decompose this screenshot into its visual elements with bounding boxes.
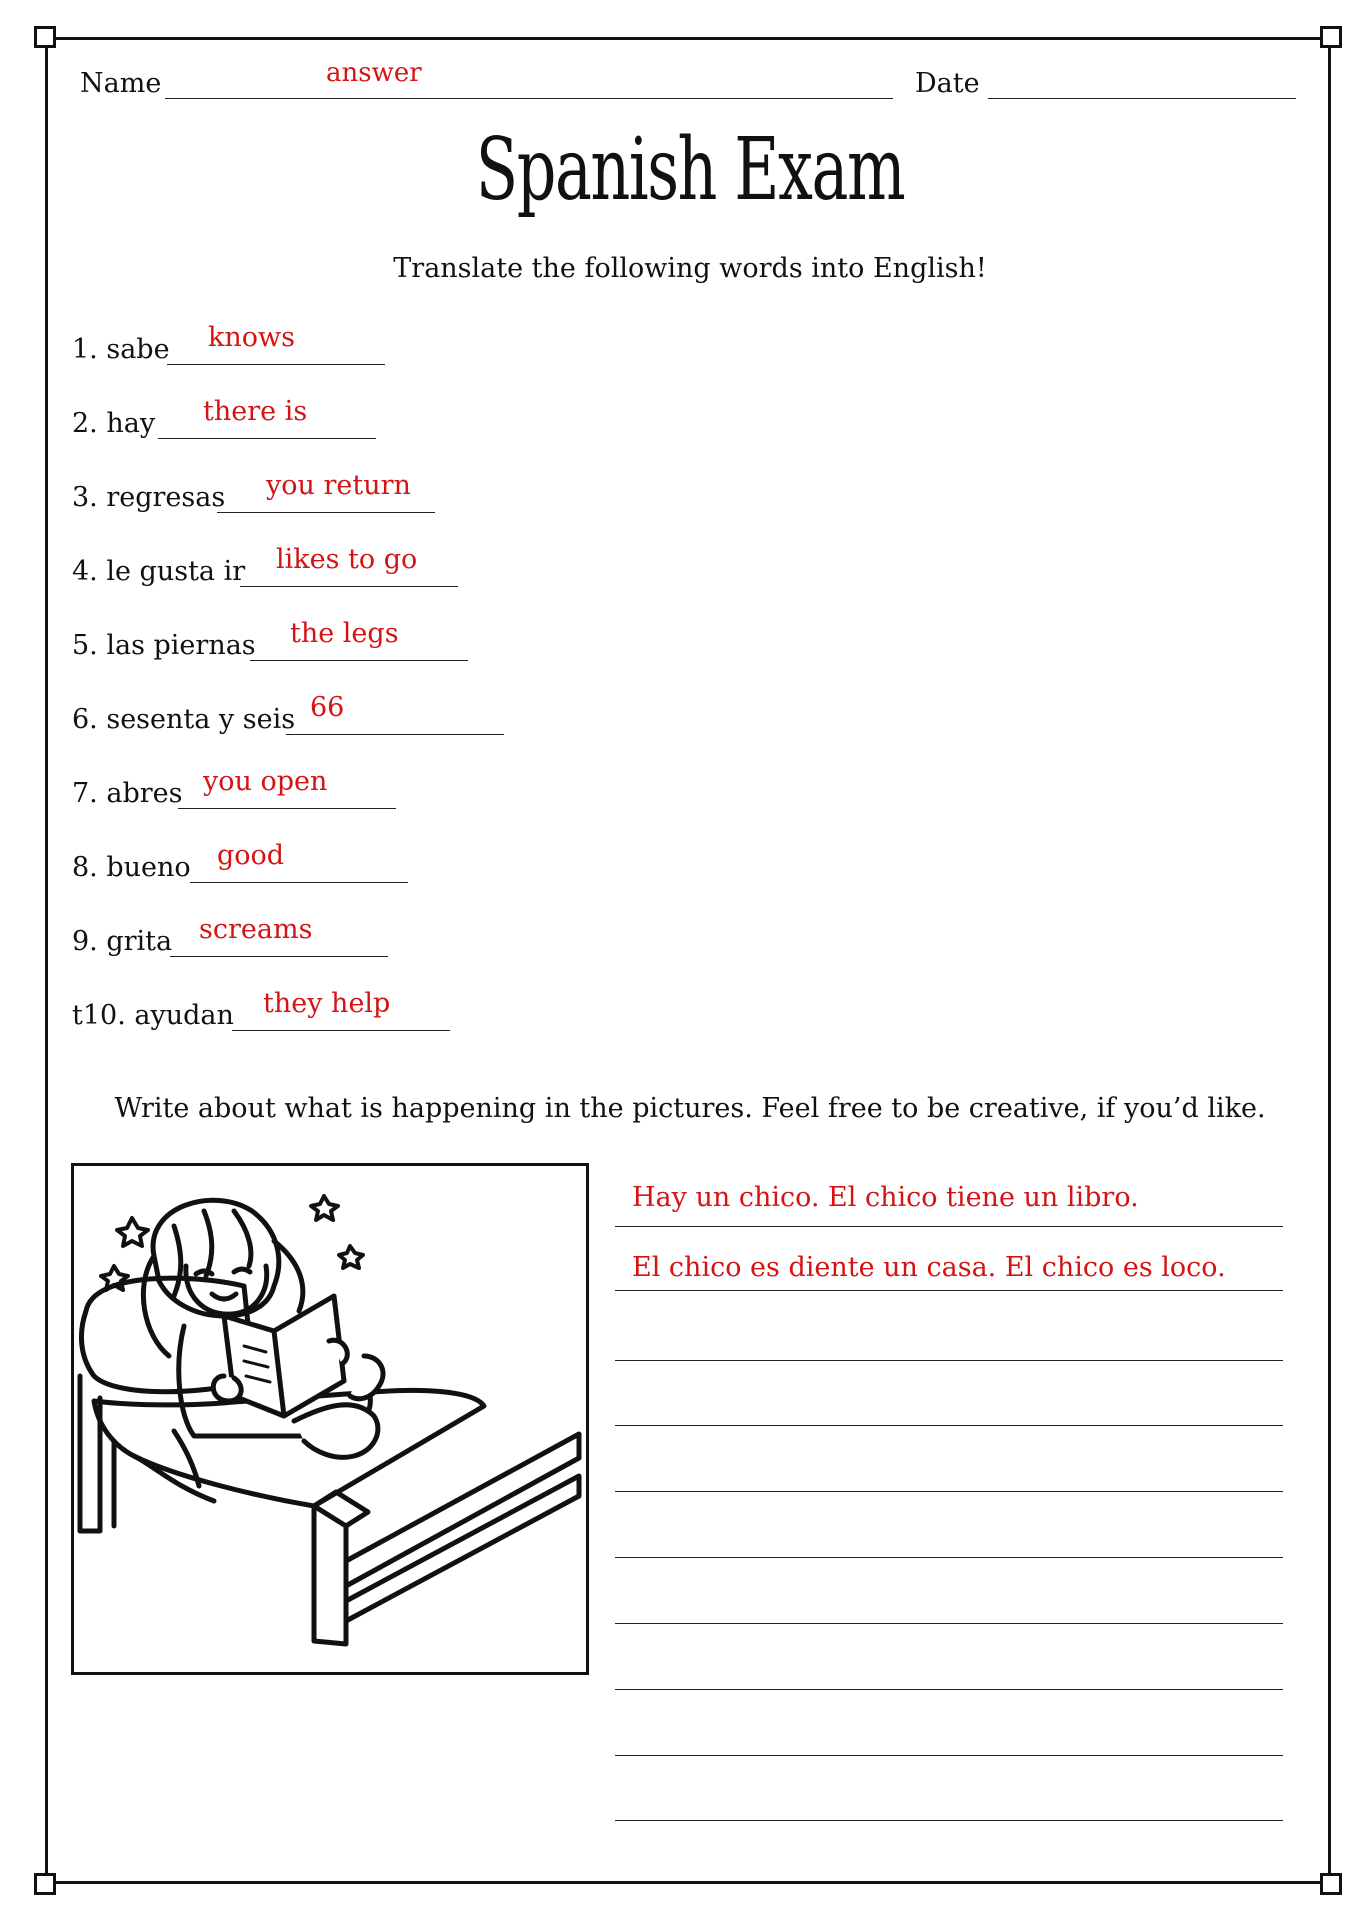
item-prompt: 5. las piernas — [72, 630, 256, 661]
item-prompt: 7. abres — [72, 778, 183, 809]
corner-square — [1320, 1873, 1342, 1895]
answer-line[interactable] — [170, 956, 388, 957]
picture-frame — [71, 1163, 589, 1675]
date-field[interactable] — [988, 98, 1296, 99]
answer-line[interactable] — [178, 808, 396, 809]
answer-line[interactable] — [217, 512, 435, 513]
item-prompt: 2. hay — [72, 408, 156, 439]
item-prompt: 9. grita — [72, 926, 173, 957]
item-prompt: 4. le gusta ir — [72, 556, 246, 587]
writing-line[interactable] — [615, 1557, 1283, 1558]
item-answer: there is — [203, 396, 308, 427]
girl-reading-in-bed-illustration — [74, 1166, 586, 1672]
writing-line[interactable] — [615, 1689, 1283, 1690]
answer-line[interactable] — [250, 660, 468, 661]
answer-line[interactable] — [190, 882, 408, 883]
writing-line[interactable] — [615, 1226, 1283, 1227]
writing-answer: Hay un chico. El chico tiene un libro. — [632, 1182, 1139, 1213]
writing-line[interactable] — [615, 1491, 1283, 1492]
item-prompt: 1. sabe — [72, 334, 170, 365]
item-answer: 66 — [310, 692, 345, 723]
item-prompt: t10. ayudan — [72, 1000, 234, 1031]
item-answer: the legs — [290, 618, 399, 649]
corner-square — [34, 1873, 56, 1895]
corner-square — [34, 26, 56, 48]
item-answer: you open — [203, 766, 328, 797]
sparkle-star-icon — [117, 1218, 148, 1246]
answer-line[interactable] — [158, 438, 376, 439]
item-answer: knows — [208, 322, 295, 353]
item-prompt: 8. bueno — [72, 852, 191, 883]
item-answer: they help — [263, 988, 391, 1019]
writing-line[interactable] — [615, 1820, 1283, 1821]
item-answer: screams — [199, 914, 313, 945]
name-label: Name — [80, 68, 162, 99]
answer-line[interactable] — [286, 734, 504, 735]
writing-line[interactable] — [615, 1360, 1283, 1361]
name-answer: answer — [326, 58, 422, 88]
item-prompt: 6. sesenta y seis — [72, 704, 296, 735]
item-answer: good — [217, 840, 285, 871]
item-prompt: 3. regresas — [72, 482, 226, 513]
translate-instruction: Translate the following words into English! — [393, 253, 987, 284]
item-answer: you return — [266, 470, 411, 501]
name-field[interactable] — [165, 98, 893, 99]
writing-line[interactable] — [615, 1290, 1283, 1291]
writing-line[interactable] — [615, 1425, 1283, 1426]
date-label: Date — [915, 68, 980, 99]
writing-line[interactable] — [615, 1623, 1283, 1624]
writing-answer: El chico es diente un casa. El chico es loco. — [632, 1252, 1226, 1283]
answer-line[interactable] — [232, 1030, 450, 1031]
writing-line[interactable] — [615, 1755, 1283, 1756]
page-title: Spanish Exam — [475, 120, 905, 220]
corner-square — [1320, 26, 1342, 48]
write-instruction: Write about what is happening in the pictures. Feel free to be creative, if you’d like. — [114, 1093, 1266, 1124]
answer-line[interactable] — [240, 586, 458, 587]
answer-line[interactable] — [167, 364, 385, 365]
item-answer: likes to go — [276, 544, 418, 575]
